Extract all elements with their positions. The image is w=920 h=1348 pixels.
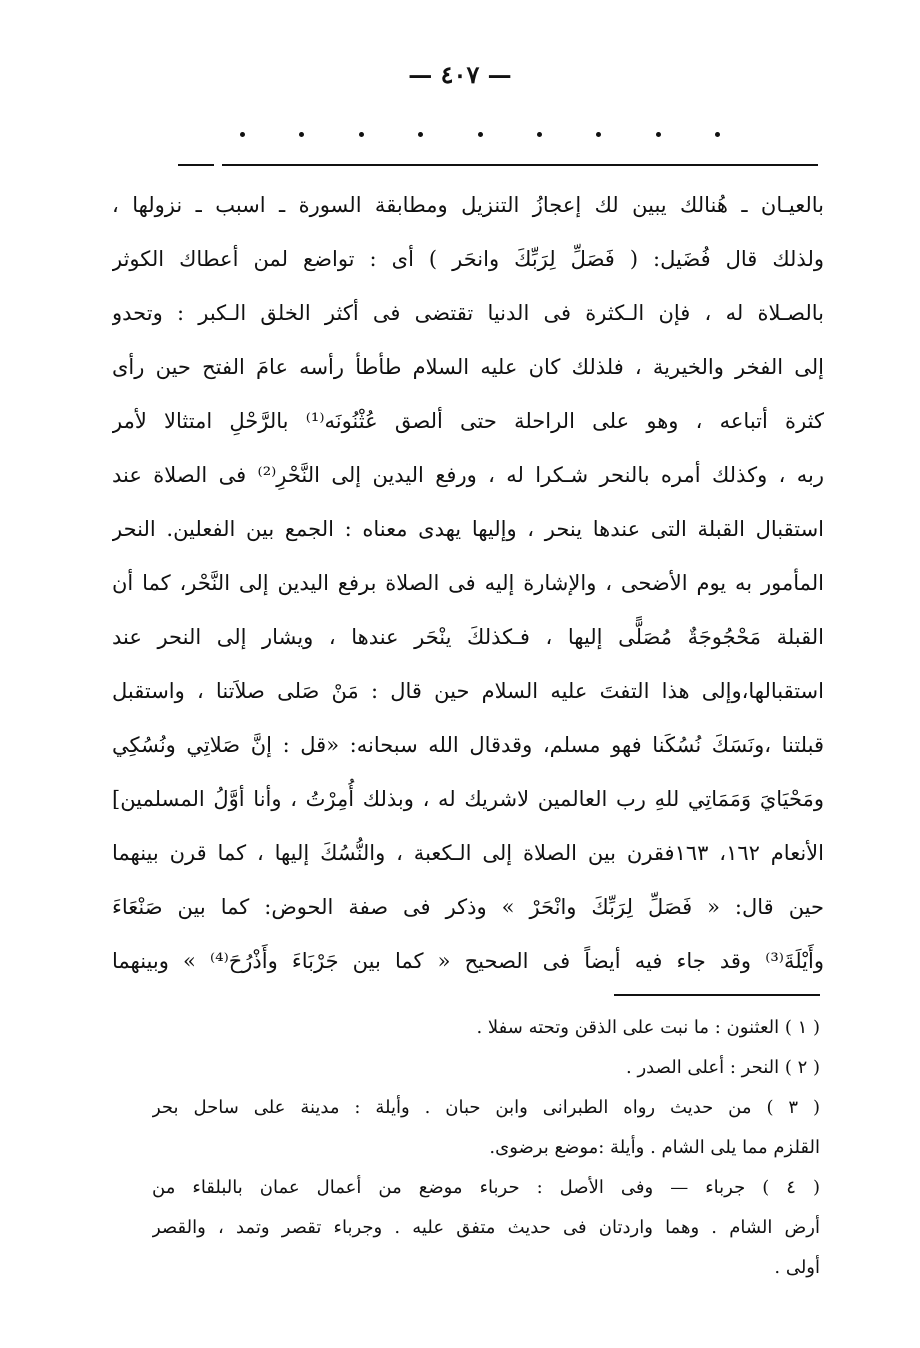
ornament-dot (478, 132, 483, 137)
footnote-line: ( ٣ ) من حديث رواه الطبرانى وابن حبان . وأيلة : مدينة على ساحل بحر (152, 1097, 820, 1118)
ornament-dot (299, 132, 304, 137)
body-line: حين قال: « فَصَلِّ لِرَبِّكَ وانْحَرْ » وذكر فى صفة الحوض: كما بين صَنْعَاءَ (112, 895, 824, 919)
body-line: قبلتنا ،ونَسَكَ نُسُكَنا فهو مسلم، وقدقال الله سبحانه: «قل : إنَّ صَلاتِي ونُسُكِي (112, 733, 824, 757)
body-line: ولذلك قال فُضَيل: ( فَصَلِّ لِرَبِّكَ وانحَر ) أى : تواضع لمن أعطاك الكوثر (112, 247, 824, 271)
body-line: استقبال القبلة التى عندها ينحر ، وإليها يهدى معناه : الجمع بين الفعلين. النحر (112, 517, 824, 541)
footnote-line: ( ٢ ) النحر : أعلى الصدر . (626, 1057, 820, 1078)
footnote-line: القلزم مما يلى الشام . وأيلة :موضع برضوى. (489, 1137, 820, 1158)
ornament-dots (240, 132, 720, 137)
body-line: الأنعام ١٦٢، ١٦٣فقرن بين الصلاة إلى الـكعبة ، والنُّسُكَ إليها ، كما قرن بينهما (112, 841, 824, 865)
ornament-dot (715, 132, 720, 137)
footnotes (152, 1008, 820, 1288)
footnote-line: ( ٤ ) جرباء — وفى الأصل : حرباء موضع من أعمال عمان بالبلقاء من (152, 1177, 820, 1198)
header-rule (178, 164, 818, 166)
ornament-dot (359, 132, 364, 137)
page-number: — ٤٠٧ — (408, 60, 512, 89)
body-text (112, 178, 824, 988)
body-line: بالعيـان ـ هُنالك يبين لك إعجازُ التنزيل ومطابقة السورة ـ اسبب ـ نزولها ، (112, 193, 824, 217)
ornament-dot (240, 132, 245, 137)
body-line: إلى الفخر والخيرية ، فلذلك كان عليه السلام طأطأ رأسه عامَ الفتح حين رأى (112, 355, 824, 379)
ornament-dot (537, 132, 542, 137)
ornament-dot (418, 132, 423, 137)
body-line: بالصـلاة له ، فإن الـكثرة فى الدنيا تقتضى فى أكثر الخلق الـكبر : وتحدو (112, 301, 824, 325)
body-line: وأَيْلَةَ⁽³⁾ وقد جاء فيه أيضاً فى الصحيح « كما بين جَرْبَاءَ وأَذْرُحَ⁽⁴⁾ » وبينهما (112, 949, 824, 973)
ornament-dot (656, 132, 661, 137)
footnote-line: أرض الشام . وهما واردتان فى حديث متفق عليه . وجرباء تقصر وتمد ، والقصر (152, 1217, 820, 1238)
body-line: القبلة مَحْجُوجَةٌ مُصَلًّى إليها ، فـكذلكَ ينْحَر عندها ، ويشار إلى النحر عند (112, 625, 824, 649)
body-line: ومَحْيَايَ وَمَمَاتِي للهِ رب العالمين لاشريك له ، وبذلك أُمِرْتُ ، وأنا أوَّلُ المسلمين] (112, 787, 824, 811)
footnote-rule (614, 994, 820, 996)
footnote-line: ( ١ ) العثنون : ما نبت على الذقن وتحته سفلا . (476, 1017, 820, 1038)
body-line: كثرة أتباعه ، وهو على الراحلة حتى ألصق عُثْنُونَه⁽¹⁾ بالرَّحْلِ امتثالا لأمر (112, 409, 824, 433)
body-line: استقبالها،وإلى هذا التفتَ عليه السلام حين قال : مَنْ صَلى صلاَتنا ، واستقبل (112, 679, 824, 703)
footnote-line: أولى . (774, 1257, 820, 1278)
body-line: المأمور به يوم الأضحى ، والإشارة إليه فى الصلاة برفع اليدين إلى النَّحْر، كما أن (112, 571, 824, 595)
body-line: ربه ، وكذلك أمره بالنحر شـكرا له ، ورفع اليدين إلى النَّحْرِ⁽²⁾ فى الصلاة عند (112, 463, 824, 487)
ornament-dot (596, 132, 601, 137)
